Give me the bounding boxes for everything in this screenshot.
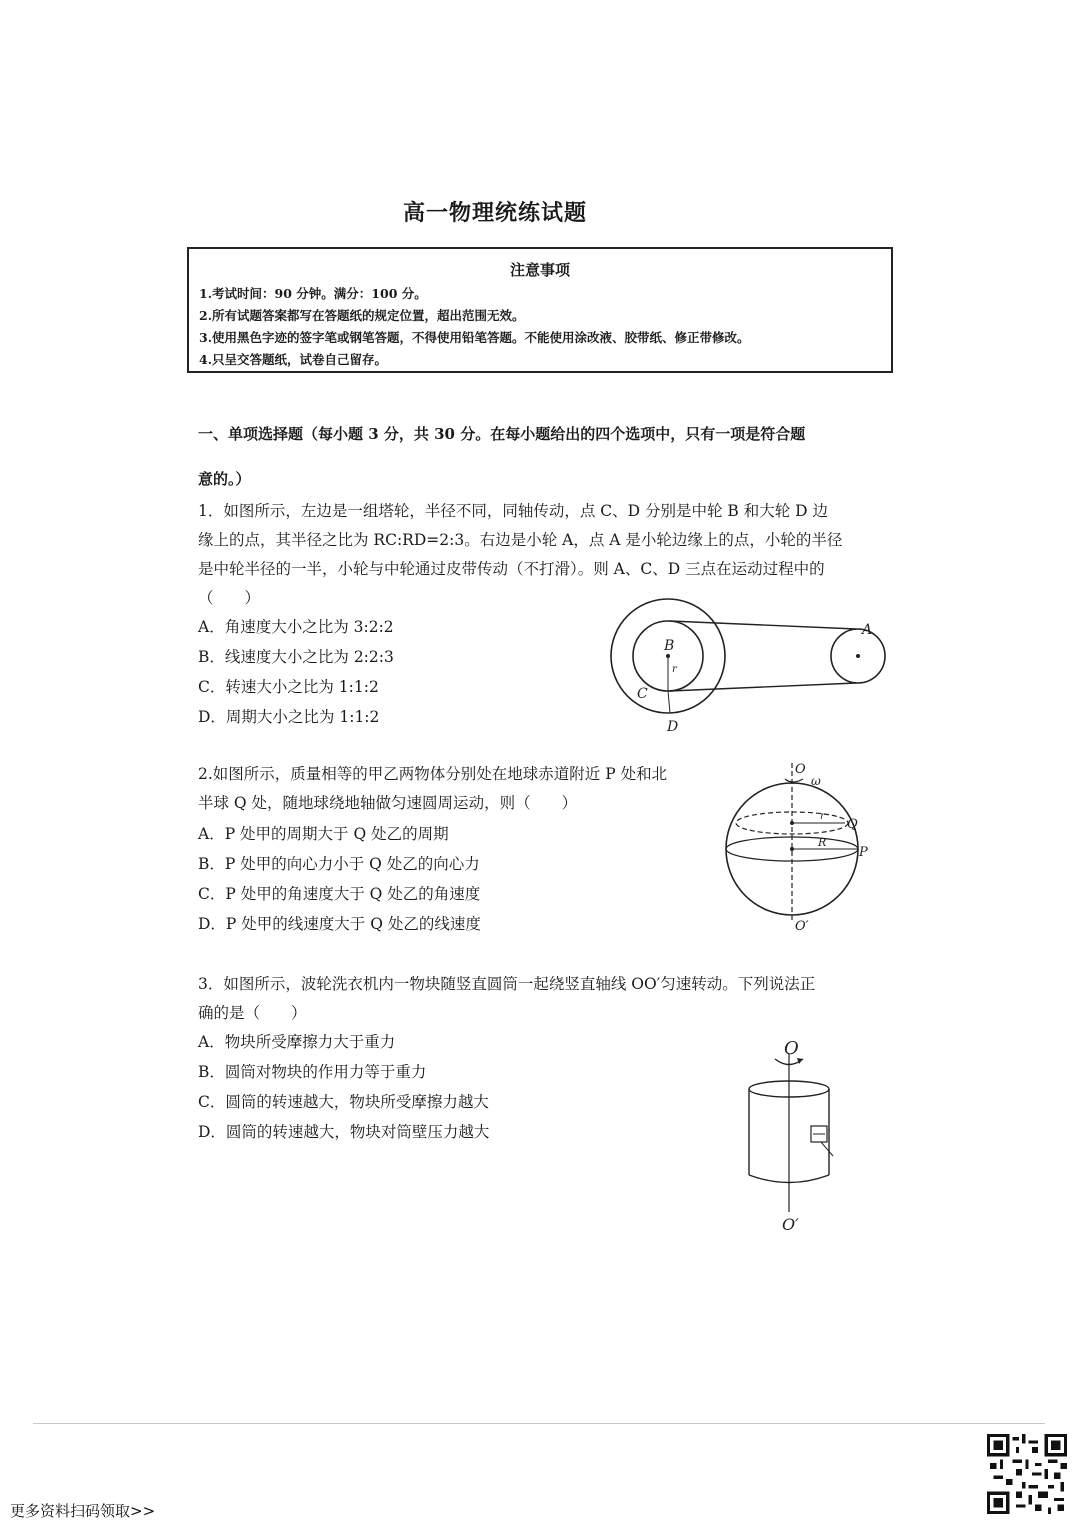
- option-d: D．P 处甲的线速度大于 Q 处乙的线速度: [198, 915, 481, 933]
- section-heading-line: 一、单项选择题（每小题 3 分，共 30 分。在每小题给出的四个选项中，只有一项是符合题: [198, 425, 806, 443]
- stem-line: 是中轮半径的一半，小轮与中轮通过皮带传动（不打滑）。则 A、C、D 三点在运动过程中的: [198, 560, 825, 578]
- option-b: B．P 处甲的向心力小于 Q 处乙的向心力: [198, 855, 480, 873]
- option-b: B．线速度大小之比为 2:2:3: [198, 648, 394, 666]
- option-d: D．周期大小之比为 1:1:2: [198, 708, 380, 726]
- notice-item: 2.所有试题答案都写在答题纸的规定位置，超出范围无效。: [199, 308, 525, 323]
- question-2-options: [198, 819, 481, 939]
- notice-heading: 注意事项: [509, 261, 570, 279]
- question-1-options: [198, 612, 394, 732]
- notice-item: 4.只呈交答题纸，试卷自己留存。: [199, 352, 388, 367]
- label-omega: ω: [811, 774, 821, 788]
- radius-line-d: [668, 691, 670, 713]
- label-p: P: [859, 845, 868, 860]
- stem-line: 半球 Q 处，随地球绕地轴做匀速圆周运动，则（ ）: [198, 794, 578, 812]
- option-a: A．角速度大小之比为 3:2:2: [198, 618, 394, 636]
- notice-box: [187, 247, 893, 373]
- label-b: B: [664, 638, 675, 654]
- label-c: C: [637, 686, 648, 702]
- label-a: A: [862, 622, 873, 638]
- label-r: r: [672, 664, 677, 675]
- rotation-arrow: [785, 779, 803, 782]
- section-heading-line: 意的。）: [198, 470, 251, 488]
- stem-line: 3．如图所示，波轮洗衣机内一物块随竖直圆筒一起绕竖直轴线 OO′匀速转动。下列说法正: [198, 975, 816, 993]
- label-R: R: [818, 836, 827, 849]
- label-o-prime: O′: [795, 919, 809, 934]
- notice-item: 3.使用黑色字迹的签字笔或钢笔答题，不得使用铅笔答题。不能使用涂改液、胶带纸、修正带修改。: [199, 330, 750, 345]
- option-c: C．转速大小之比为 1:1:2: [198, 678, 379, 696]
- question-3-stem: [198, 970, 898, 1028]
- label-o-top: O: [784, 1038, 799, 1059]
- qr-code-icon[interactable]: [987, 1434, 1067, 1514]
- notice-list: [199, 283, 750, 371]
- force-arrow: [821, 1142, 833, 1156]
- footer-divider: [33, 1423, 1045, 1424]
- stem-line: 确的是（ ）: [198, 1004, 307, 1022]
- small-center-dot: [856, 654, 860, 658]
- option-c: C．圆筒的转速越大，物块所受摩擦力越大: [198, 1093, 489, 1111]
- option-a: A．P 处甲的周期大于 Q 处乙的周期: [198, 825, 449, 843]
- pulley-figure: [600, 590, 900, 740]
- stem-line: 缘上的点，其半径之比为 RC:RD=2:3。右边是小轮 A，点 A 是小轮边缘上的点，小轮的半径: [198, 531, 843, 549]
- footer-text: 更多资料扫码领取>>: [10, 1502, 156, 1520]
- label-o-bottom: O′: [782, 1215, 799, 1234]
- stem-line: （ ）: [198, 589, 261, 607]
- axis-dot-p: [790, 847, 794, 851]
- option-d: D．圆筒的转速越大，物块对筒壁压力越大: [198, 1123, 490, 1141]
- question-3-options: [198, 1027, 489, 1147]
- question-2-stem: [198, 760, 728, 818]
- label-d: D: [667, 719, 679, 735]
- label-o: O: [795, 762, 806, 777]
- option-c: C．P 处甲的角速度大于 Q 处乙的角速度: [198, 885, 481, 903]
- notice-item: 1.考试时间：90 分钟。满分：100 分。: [199, 286, 427, 301]
- axis-dot-q: [790, 821, 794, 825]
- stem-line: 1．如图所示，左边是一组塔轮，半径不同，同轴传动，点 C、D 分别是中轮 B 和大轮 D 边: [198, 502, 829, 520]
- section-heading: [198, 412, 898, 502]
- page-title: 高一物理统练试题: [402, 200, 587, 226]
- belt-top: [670, 621, 856, 629]
- option-b: B．圆筒对物块的作用力等于重力: [198, 1063, 427, 1081]
- stem-line: 2.如图所示，质量相等的甲乙两物体分别处在地球赤道附近 P 处和北: [198, 765, 668, 783]
- washing-machine-figure: [735, 1032, 845, 1237]
- earth-figure: [715, 755, 875, 935]
- option-a: A．物块所受摩擦力大于重力: [198, 1033, 396, 1051]
- belt-bottom: [670, 683, 856, 691]
- label-r-small: r: [820, 811, 825, 822]
- label-q: Q: [847, 817, 858, 832]
